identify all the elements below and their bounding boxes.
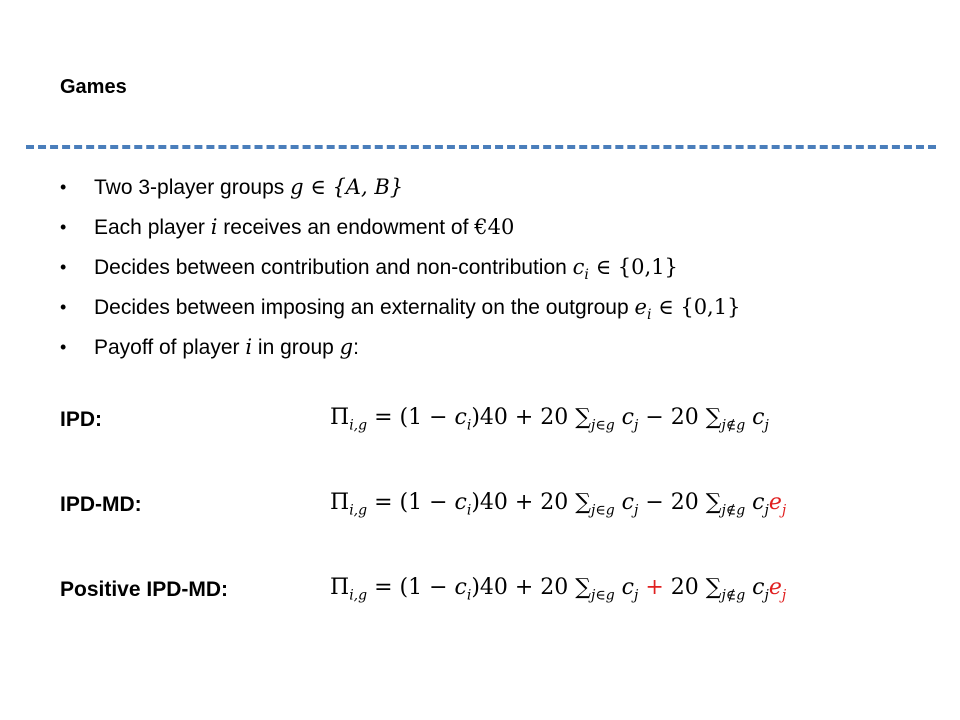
eq-ej-sub: j bbox=[781, 502, 787, 519]
bullet-text: Two 3-player groups bbox=[94, 176, 291, 199]
equation-ipd-md bbox=[330, 490, 786, 518]
eq-sum-sub: j∈g bbox=[591, 502, 615, 519]
bullet-payoff bbox=[60, 332, 740, 372]
eq-ci-sub: i bbox=[466, 502, 472, 519]
eq-ci-sub: i bbox=[466, 587, 472, 604]
eq-pi-sub: i,g bbox=[349, 502, 368, 519]
math-ei-set: ∈ {0,1} bbox=[651, 295, 741, 319]
eq-cj-sub: j bbox=[764, 417, 769, 434]
eq-operator: − bbox=[638, 490, 671, 515]
eq-part: = (1 − bbox=[367, 575, 455, 600]
eq-cj-sub: j bbox=[764, 502, 769, 519]
eq-part: = (1 − bbox=[367, 490, 455, 515]
math-ci-sub: i bbox=[584, 267, 589, 284]
eq-part: )40 + 20 ∑ bbox=[471, 575, 592, 600]
bullet-externality bbox=[60, 292, 740, 332]
eq-cj-sub: j bbox=[764, 587, 769, 604]
eq-ej-highlight: e bbox=[768, 490, 782, 515]
equation-label-positive-ipd-md: Positive IPD-MD: bbox=[60, 578, 229, 601]
bullet-text: Decides between contribution and non-contribution bbox=[94, 256, 573, 279]
eq-ej-sub: j bbox=[781, 587, 787, 604]
math-player-i: i bbox=[245, 335, 253, 359]
math-ci: c bbox=[572, 255, 585, 279]
bullet-text: Payoff of player bbox=[94, 336, 246, 359]
eq-ej-highlight: e bbox=[768, 575, 782, 600]
equation-label-ipd: IPD: bbox=[60, 408, 102, 431]
eq-cj: c bbox=[745, 405, 765, 430]
eq-cj: c bbox=[745, 490, 765, 515]
eq-sum-sub: j∉g bbox=[721, 502, 746, 519]
eq-part: )40 + 20 ∑ bbox=[471, 490, 592, 515]
equation-positive-ipd-md bbox=[330, 575, 786, 603]
equation-ipd bbox=[330, 405, 769, 433]
slide-title: Games bbox=[60, 76, 127, 98]
math-ci-set: ∈ {0,1} bbox=[588, 255, 678, 279]
bullet-text: Decides between imposing an externality on the outgroup bbox=[94, 296, 635, 319]
eq-sum-sub: j∈g bbox=[591, 417, 615, 434]
eq-pi-sub: i,g bbox=[349, 417, 368, 434]
math-groups: g ∈ {A, B} bbox=[290, 175, 404, 199]
eq-ci: c bbox=[454, 490, 467, 515]
math-endowment: €40 bbox=[474, 215, 515, 239]
eq-part: 20 ∑ bbox=[670, 575, 722, 600]
math-player-i: i bbox=[210, 215, 218, 239]
eq-pi-sub: i,g bbox=[349, 587, 368, 604]
math-group-g: g bbox=[339, 335, 354, 359]
eq-pi: Π bbox=[330, 575, 350, 600]
eq-cj-sub: j bbox=[634, 502, 639, 519]
math-ei-sub: i bbox=[646, 307, 652, 324]
eq-part: 20 ∑ bbox=[670, 490, 722, 515]
eq-ci: c bbox=[454, 405, 467, 430]
eq-cj: c bbox=[614, 405, 635, 430]
eq-pi: Π bbox=[330, 405, 350, 430]
eq-cj: c bbox=[614, 575, 635, 600]
dashed-divider bbox=[26, 145, 936, 149]
eq-pi: Π bbox=[330, 490, 350, 515]
eq-operator-highlight: + bbox=[638, 575, 671, 600]
bullet-contribution bbox=[60, 252, 740, 292]
bullet-groups bbox=[60, 172, 740, 212]
eq-cj-sub: j bbox=[634, 417, 639, 434]
bullet-endowment bbox=[60, 212, 740, 252]
bullet-text: : bbox=[353, 336, 359, 359]
eq-sum-sub: j∉g bbox=[721, 417, 746, 434]
bullet-list bbox=[60, 172, 740, 372]
eq-cj-sub: j bbox=[634, 587, 639, 604]
eq-part: )40 + 20 ∑ bbox=[471, 405, 592, 430]
bullet-text: in group bbox=[252, 336, 340, 359]
eq-sum-sub: j∉g bbox=[721, 587, 746, 604]
eq-operator: − bbox=[638, 405, 671, 430]
bullet-text: Each player bbox=[94, 216, 211, 239]
eq-sum-sub: j∈g bbox=[591, 587, 615, 604]
equation-label-ipd-md: IPD-MD: bbox=[60, 493, 142, 516]
eq-part: 20 ∑ bbox=[670, 405, 722, 430]
eq-part: = (1 − bbox=[367, 405, 455, 430]
eq-ci-sub: i bbox=[466, 417, 472, 434]
eq-cj: c bbox=[745, 575, 765, 600]
math-ei: e bbox=[634, 295, 647, 319]
eq-cj: c bbox=[614, 490, 635, 515]
bullet-text: receives an endowment of bbox=[217, 216, 475, 239]
eq-ci: c bbox=[454, 575, 467, 600]
